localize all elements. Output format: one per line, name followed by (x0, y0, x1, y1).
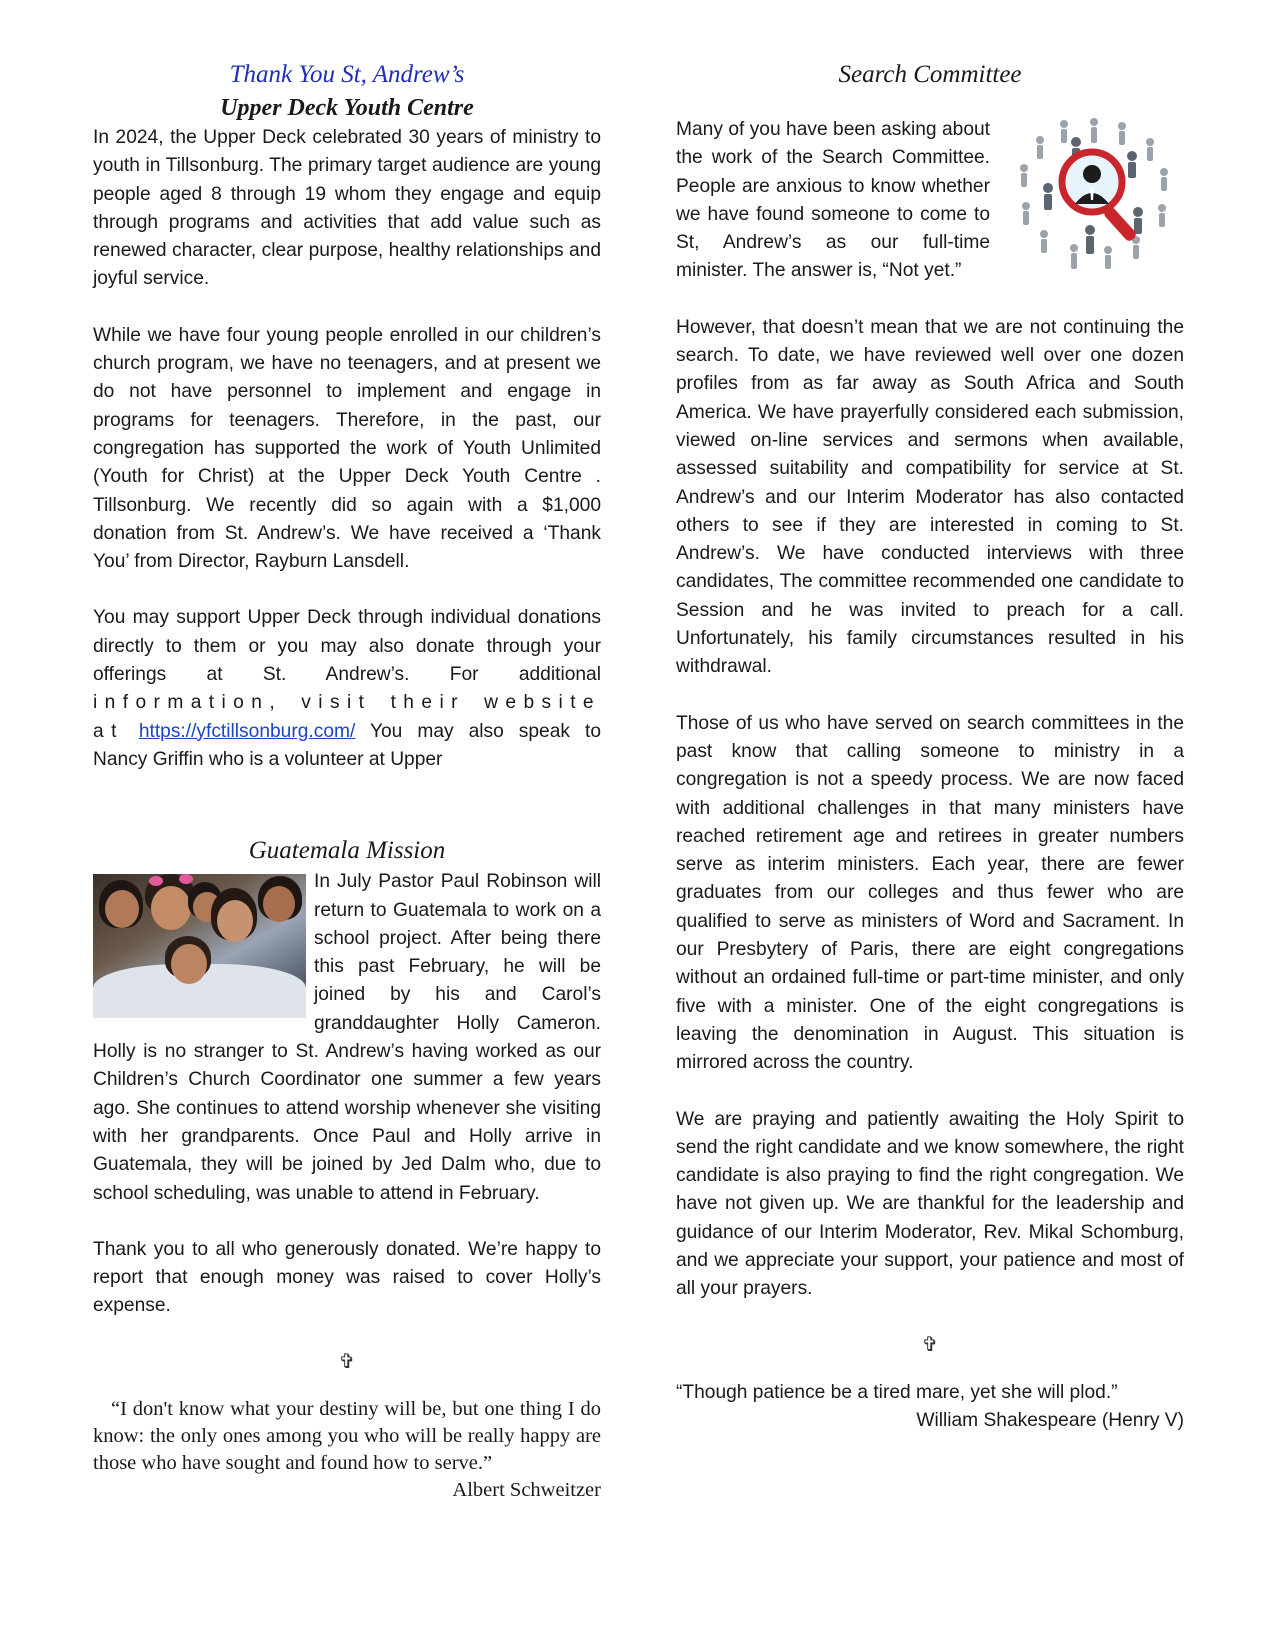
upper-deck-paragraph-3 (93, 604, 601, 774)
search-paragraph-3: Those of us who have served on search committees in the past know that calling someone to ministry in a congregation is not a speedy process. We are now faced with additional challenges in that many ministers have reached retirement age and retirees in greater numbers serve as interim ministers. Each year, there are fewer graduates from our colleges and thus fewer who are qualified to serve as ministers of Word and Sacrament. In our Presbytery of Paris, there are eight congregations without an ordained full-time or part-time minister, and only five with a minister. One of the eight congregations is leaving the denomination in August. This situation is mirrored across the country. (676, 712, 1184, 1074)
guatemala-paragraph-1: In July Pastor Paul Robinson will return to Guatemala to work on a school project. After being there this past February, he will be joined by his and Carol’s granddaughter Holly Cameron. Holly is no stranger to St. Andrew’s having worked as our Children’s Church Coordinator one summer a few years ago. She continues to attend worship whenever she visiting with her grandparents. Once Paul and Holly arrive in Guatemala, they will be joined by Jed Dalm who, due to school scheduling, was unable to attend in February. (93, 871, 601, 1204)
shakespeare-quote: “Though patience be a tired mare, yet she will plod.” (676, 1381, 1118, 1403)
shakespeare-quote-author: William Shakespeare (Henry V) (916, 1409, 1184, 1431)
upper-deck-paragraph-3-text: You may support Upper Deck through individual donations directly to them or you may also donate through your offerings at St. Andrew’s. For additional (93, 607, 601, 686)
guatemala-title: Guatemala Mission (248, 837, 446, 865)
upper-deck-subtitle: Upper Deck Youth Centre (220, 95, 474, 121)
upper-deck-website-link[interactable]: https://yfctillsonburg.com/ (138, 720, 356, 742)
upper-deck-paragraph-3-tail: You may also speak to Nancy Griffin who is a volunteer at Upper (93, 720, 601, 770)
right-cross-ornament: ✞ (921, 1333, 939, 1356)
search-paragraph-2: However, that doesn’t mean that we are not continuing the search. To date, we have reviewed well over one dozen profiles from as far away as South Africa and South America. We have prayerfully considered each submission, viewed on-line services and sermons when available, assessed suitability and compatibility for service at St. Andrew’s and our Interim Moderator has also contacted others to see if they are interested in coming to St. Andrew’s. We have conducted interviews with three candidates, The committee recommended one candidate to Session and he was invited to preach for a call. Unfortunately, his family circumstances resulted in his withdrawal. (676, 316, 1184, 678)
search-paragraph-4: We are praying and patiently awaiting the Holy Spirit to send the right candidate and we know somewhere, the right candidate is also praying to find the right congregation. We have not given up. We are thankful for the leadership and guidance of our Interim Moderator, Rev. Mikal Schomburg, and we appreciate your support, your patience and most of all your prayers. (676, 1108, 1184, 1300)
left-column (93, 58, 601, 1504)
guatemala-children-photo (93, 874, 306, 1018)
upper-deck-paragraph-1: In 2024, the Upper Deck celebrated 30 years of ministry to youth in Tillsonburg. The primary target audience are young people aged 8 through 19 whom they engage and equip through programs and activities that add value such as renewed character, clear purpose, healthy relationships and joyful service. (93, 127, 601, 290)
upper-deck-website-lead: information, visit their website at (93, 692, 601, 742)
search-paragraph-1: Many of you have been asking about the work of the Search Committee. People are anxious to know whether we have found someone to come to St, Andrew’s as our full-time minister. The answer is, “Not yet.” (676, 119, 990, 282)
guatemala-paragraph-2: Thank you to all who generously donated. We’re happy to report that enough money was raised to cover Holly’s expense. (93, 1238, 601, 1317)
left-cross-ornament: ✞ (338, 1350, 356, 1373)
search-committee-graphic (1004, 116, 1184, 276)
right-column (676, 58, 1184, 1435)
upper-deck-paragraph-2: While we have four young people enrolled in our children’s church program, we have no teenagers, and at present we do not have personnel to implement and engage in programs for teenagers. Therefore, in the past, our congregation has supported the work of Youth Unlimited (Youth for Christ) at the Upper Deck Youth Centre . Tillsonburg. We recently did so again with a $1,000 donation from St. Andrew’s. We have received a ‘Thank You’ from Director, Rayburn Lansdell. (93, 324, 601, 573)
schweitzer-quote-text: “I don't know what your destiny will be, but one thing I do know: the only ones among you who will be really happy are those who have sought and found how to serve.” (93, 1397, 601, 1474)
search-committee-title: Search Committee (838, 61, 1022, 88)
schweitzer-quote (93, 1396, 601, 1501)
schweitzer-quote-author: Albert Schweitzer (452, 1478, 601, 1501)
upper-deck-title: Thank You St, Andrew’s (229, 61, 465, 88)
